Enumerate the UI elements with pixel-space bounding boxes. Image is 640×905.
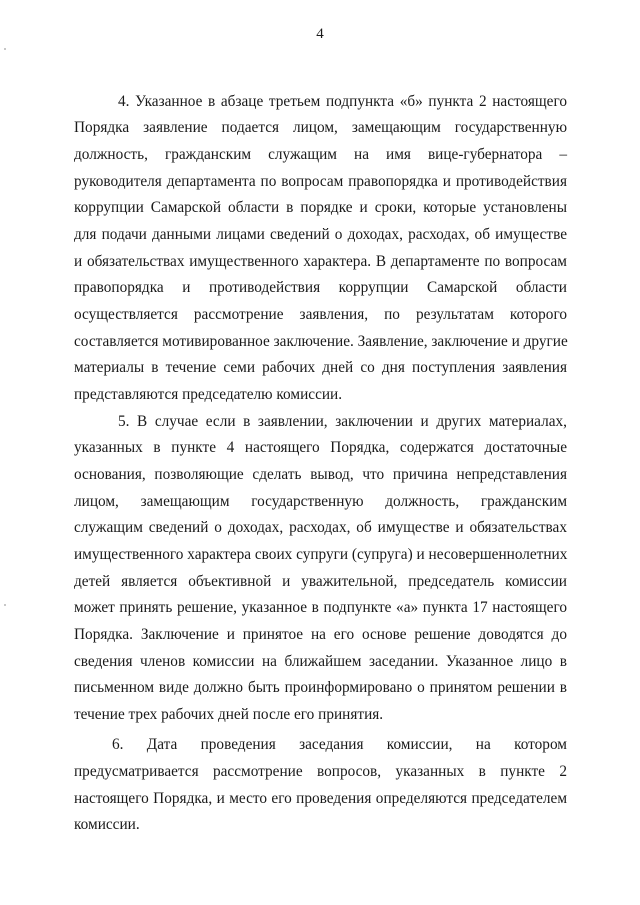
- page-number: 4: [316, 26, 324, 42]
- text-line: руководителя департамента по вопросам правопорядка и противодействия: [74, 173, 567, 190]
- text-line: правопорядка и противодействия коррупции Самарской области: [74, 279, 567, 296]
- text-line: имущественного характера своих супруги (супруга) и несовершеннолетних: [74, 546, 568, 563]
- text-line: 5. В случае если в заявлении, заключении и других материалах,: [118, 413, 567, 430]
- text-line: материалы в течение семи рабочих дней со дня поступления заявления: [74, 359, 567, 376]
- scan-speck: [4, 48, 6, 50]
- text-line: для подачи данными лицами сведений о доходах, расходах, об имуществе: [74, 226, 567, 243]
- text-line: указанных в пункте 4 настоящего Порядка, содержатся достаточные: [74, 439, 567, 456]
- text-line: течение трех рабочих дней после его принятия.: [74, 706, 384, 723]
- text-line: сведения членов комиссии на ближайшем заседании. Указанное лицо в: [74, 653, 567, 670]
- text-line: и обязательствах имущественного характера. В департаменте по вопросам: [74, 253, 567, 270]
- text-line: предусматривается рассмотрение вопросов, указанных в пункте 2: [74, 763, 567, 780]
- text-line: коррупции Самарской области в порядке и сроки, которые установлены: [74, 199, 567, 216]
- text-line: 4. Указанное в абзаце третьем подпункта «б» пункта 2 настоящего: [118, 93, 567, 110]
- scan-speck: [4, 604, 6, 606]
- text-line: Порядка. Заключение и принятое на его основе решение доводятся до: [74, 626, 567, 643]
- text-line: может принять решение, указанное в подпункте «а» пункта 17 настоящего: [74, 599, 567, 616]
- text-line: детей является объективной и уважительной, председатель комиссии: [74, 573, 567, 590]
- text-line: основания, позволяющие сделать вывод, что причина непредставления: [74, 466, 567, 483]
- text-line: настоящего Порядка, и место его проведения определяются председателем: [74, 790, 567, 807]
- text-line: письменном виде должно быть проинформировано о принятом решении в: [74, 679, 567, 696]
- text-line: осуществляется рассмотрение заявления, по результатам которого: [74, 306, 567, 323]
- text-line: Порядка заявление подается лицом, замещающим государственную: [74, 119, 567, 136]
- text-line: служащим сведений о доходах, расходах, об имуществе и обязательствах: [74, 519, 567, 536]
- text-line: лицом, замещающим государственную должность, гражданским: [74, 493, 567, 510]
- text-line: составляется мотивированное заключение. Заявление, заключение и другие: [74, 333, 568, 350]
- text-line: должность, гражданским служащим на имя вице-губернатора –: [74, 146, 567, 163]
- text-line: представляются председателю комиссии.: [74, 386, 343, 403]
- text-line: комиссии.: [74, 816, 140, 833]
- text-line: 6. Дата проведения заседания комиссии, на котором: [112, 736, 567, 753]
